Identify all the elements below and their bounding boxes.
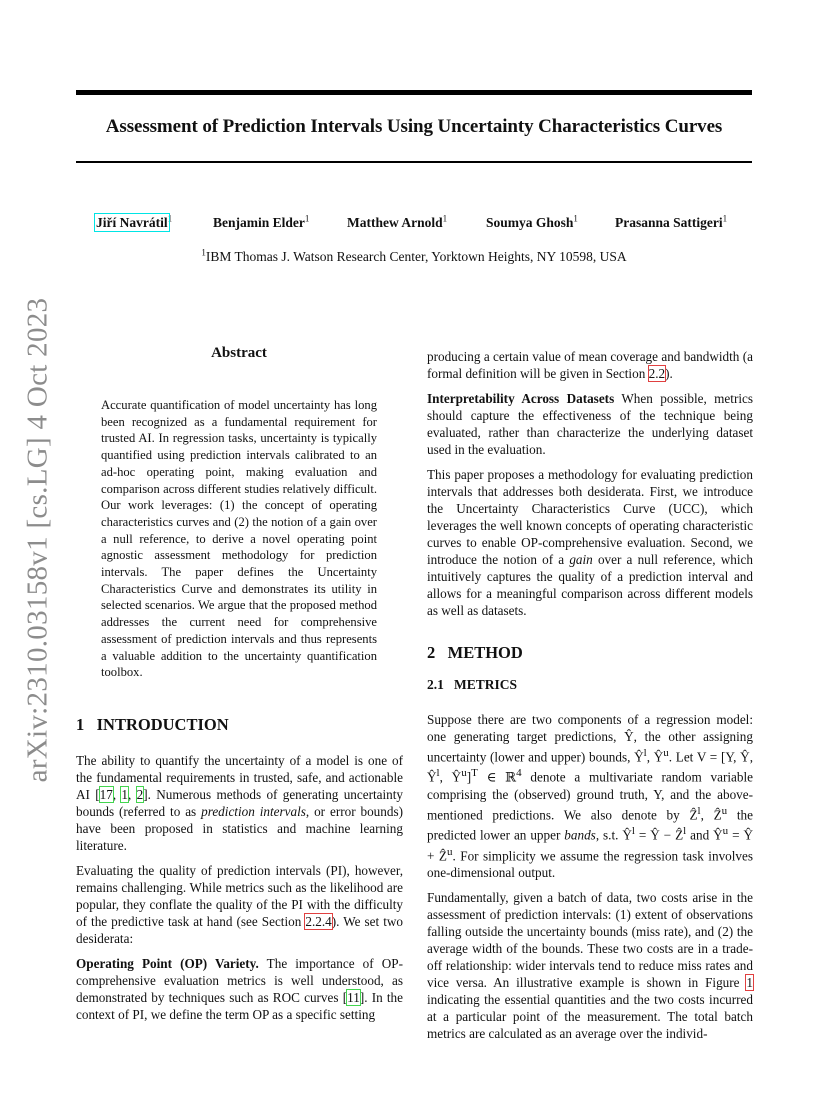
section-ref-2-2[interactable]: 2.2 — [648, 366, 666, 381]
right-column-bottom — [427, 711, 753, 1050]
author-1[interactable]: Jiří Navrátil$^1$ — [96, 213, 173, 230]
intro-paragraph-3: Operating Point (OP) Variety. The importance of OP-comprehensive evaluation metrics is well understood, as demonstrated by techniques such as ROC curves [11]. In the context of PI, we define the term OP as a specific setting — [76, 956, 403, 1022]
metrics-paragraph-2: Fundamentally, given a batch of data, two costs arise in the assessment of prediction intervals: (1) extent of observations falling outside the uncertainty bounds (miss rate), and (2) the average width of the bounds. These two costs are in a trade-off relationship: wider intervals tend to reduce miss rates and vice versa. An illustrative example is shown in Figure 1 indicating the essential quantities and the two costs incurred at a particular point of the measurement. The total batch metrics are calculated as an average over the individ- — [427, 889, 753, 1041]
abstract-text: Accurate quantification of model uncertainty has long been recognized as a fundamental requirement for trusted AI. In regression tasks, uncertainty is typically quantified using prediction intervals calibrated to an ad-hoc operating point, making evaluation and comparison across different studies relatively difficult. Our work leverages: (1) the concept of operating characteristics curves and (2) the notion of a gain over a null reference, to derive a novel operating point agnostic assessment methodology for prediction intervals. The paper defines the Uncertainty Characteristics Curve and demonstrates its utility in selected scenarios. We argue that the proposed method addresses the current need for comprehensive assessment of prediction intervals and thus represents a valuable addition to the uncertainty quantification toolbox. — [101, 398, 377, 680]
author-5: Prasanna Sattigeri$^1$ — [615, 213, 728, 230]
left-column-body — [76, 752, 403, 1031]
right-paragraph-1: Interpretability Across Datasets When possible, metrics should capture the effectiveness of the technique being evaluated, rather than characterize the underlying dataset used in the evaluation. — [427, 391, 753, 457]
intro-paragraph-1: The ability to quantify the uncertainty of a model is one of the fundamental requirements in trusted, safe, and actionable AI [17, 1, 2]. Numerous methods of generating uncertainty bounds (referred to as prediction intervals, or error bounds) have been proposed in statistics and machine learning literature. — [76, 753, 404, 853]
arxiv-sidebar-stamp: arXiv:2310.03158v1 [cs.LG] 4 Oct 2023 — [21, 297, 54, 783]
title-bottom-rule — [76, 161, 752, 163]
right-paragraph-0: producing a certain value of mean coverage and bandwidth (a formal definition will be given in Section 2.2). — [427, 349, 753, 381]
citation-11[interactable]: 11 — [347, 990, 360, 1005]
intro-heading: 1 INTRODUCTION — [76, 715, 229, 734]
citation-17[interactable]: 17 — [99, 787, 113, 802]
author-4: Soumya Ghosh$^1$ — [486, 213, 578, 230]
section-ref-2-2-4[interactable]: 2.2.4 — [305, 914, 332, 929]
right-paragraph-2: This paper proposes a methodology for evaluating prediction intervals that addresses both desiderata. First, we introduce the Uncertainty Characteristics Curve (UCC), which leverages the well known concepts of operating characteristic curves to enable OP-comprehensive evaluation. Second, we introduce the notion of a gain over a null reference, which intuitively captures the quality of a prediction interval and allows for a meaningful comparison across different models as well as datasets. — [427, 467, 753, 618]
paper-title: Assessment of Prediction Intervals Using Uncertainty Characteristics Curves — [105, 116, 723, 137]
method-heading: 2 METHOD — [427, 643, 523, 662]
author-3: Matthew Arnold$^1$ — [347, 213, 448, 230]
affiliation: $^1$IBM Thomas J. Watson Research Center, Yorktown Heights, NY 10598, USA — [201, 247, 627, 264]
figure-ref-1[interactable]: 1 — [746, 974, 753, 990]
top-thick-rule — [76, 90, 752, 95]
citation-1[interactable]: 1 — [121, 787, 129, 802]
author-2: Benjamin Elder$^1$ — [213, 213, 310, 230]
intro-paragraph-2: Evaluating the quality of prediction intervals (PI), however, remains challenging. While metrics such as the likelihood are popular, they conflate the quality of the PI with the difficulty of the predictive task at hand (see Section 2.2.4). We set two desiderata: — [76, 863, 403, 946]
metrics-paragraph-1: Suppose there are two components of a regression model: one generating target predictions, Ŷ, the other assigning uncertainty (lower and upper) bounds, $Ŷ^l$, $Ŷ^u$. Let V = [Y, Ŷ, $Ŷ^l$, $Ŷ^u]^T$ ∈ ℝ$^4$ denote a multivariate random variable comprising the (observed) ground truth, Y, and the above-mentioned predictions. We also denote by Ẑ$^l$, Ẑ$^u$ the predicted lower an upper bands, s.t. $Ŷ^l$ = Ŷ − Ẑ$^l$ and $Ŷ^u$ = Ŷ + Ẑ$^u$. For simplicity we assume the regression task involves one-dimensional output. — [427, 712, 753, 880]
metrics-subheading: 2.1 METRICS — [427, 677, 518, 692]
citation-2[interactable]: 2 — [136, 787, 144, 802]
right-column-top — [427, 348, 753, 627]
abstract-heading: Abstract — [211, 345, 267, 361]
